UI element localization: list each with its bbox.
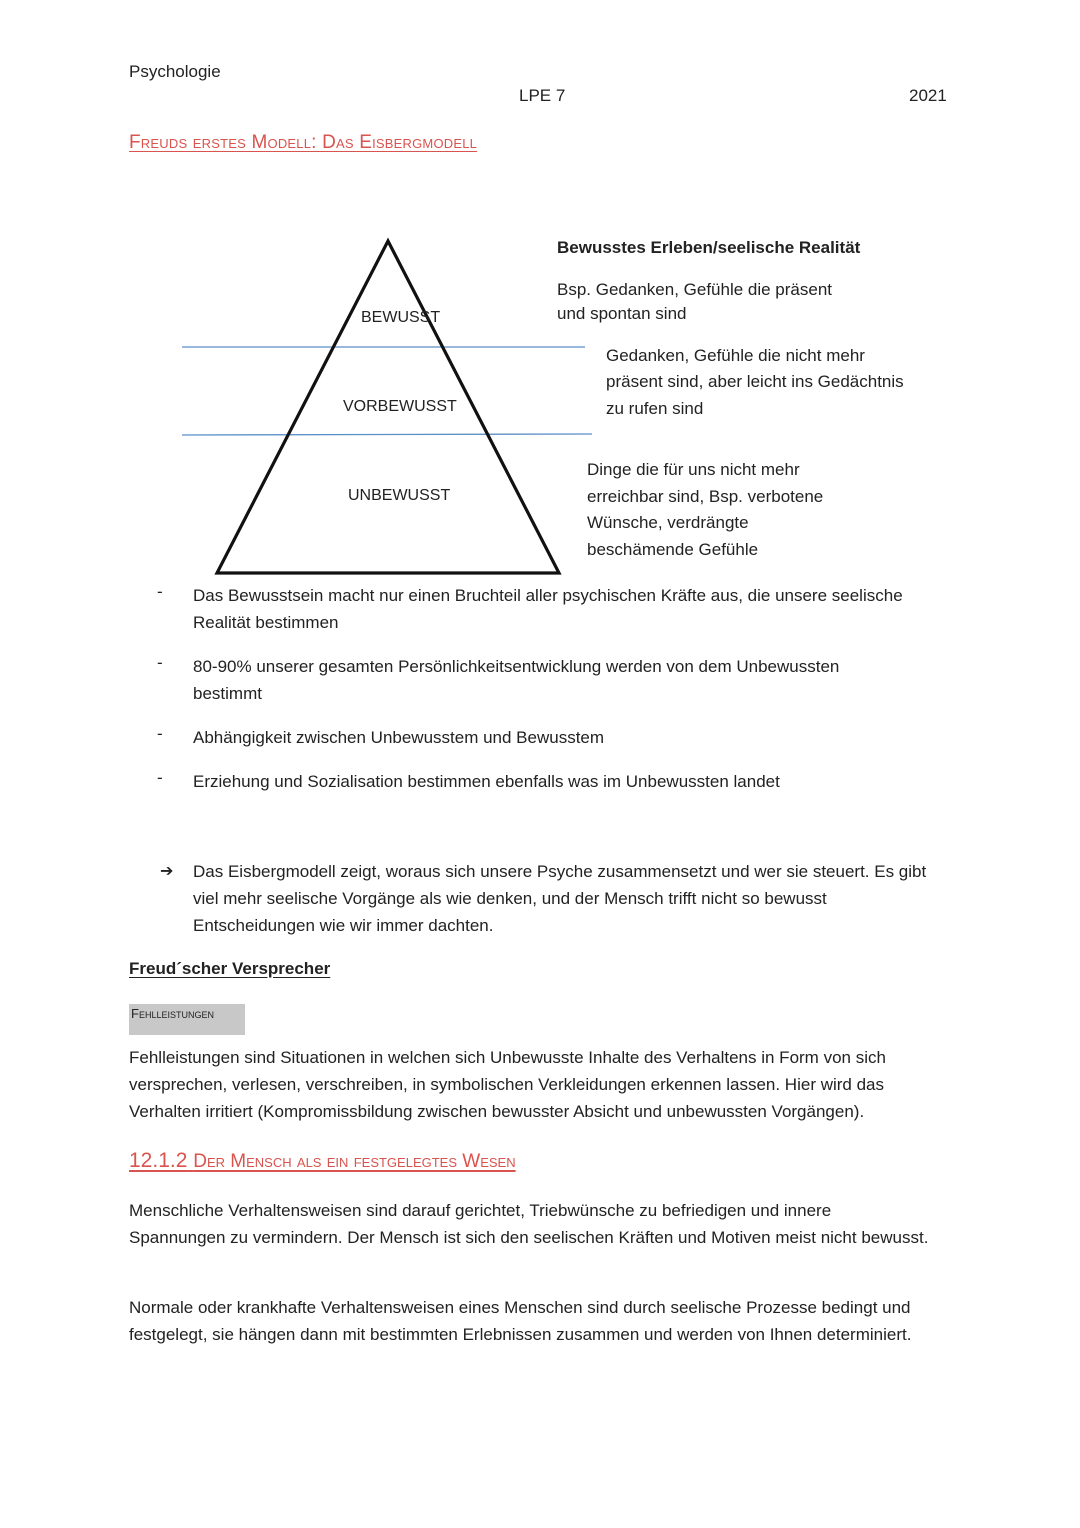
fehlleistungen-tag: Fehlleistungen <box>129 1004 245 1035</box>
section2-paragraph-2: Normale oder krankhafte Verhaltensweisen eines Menschen sind durch seelische Prozesse bedingt und festgelegt, sie hängen dann mit bestimmten Erlebnissen zusammen und werden von Ihnen determiniert. <box>129 1298 912 1344</box>
desc-unbewusst-line2: erreichbar sind, Bsp. verbotene <box>587 487 824 506</box>
bullet-dash: - <box>157 768 163 787</box>
bullet-text: 80-90% unserer gesamten Persönlichkeitsentwicklung werden von dem Unbewussten bestimmt <box>193 657 840 703</box>
section-heading-eisbergmodell: Freuds erstes Modell: Das Eisbergmodell <box>129 132 478 153</box>
desc-unbewusst-line3: Wünsche, verdrängte <box>587 513 749 532</box>
label-unbewusst: UNBEWUSST <box>348 487 451 504</box>
section-title: Der Mensch als ein festgelegtes Wesen <box>193 1151 516 1172</box>
desc-bewusst-line2: und spontan sind <box>557 304 687 323</box>
bullet-text: Das Bewusstsein macht nur einen Bruchteil aller psychischen Kräfte aus, die unsere seelische Realität bestimmen <box>193 586 903 632</box>
subject-label: Psychologie <box>129 62 221 81</box>
label-bewusst: BEWUSST <box>361 309 441 326</box>
desc-unbewusst-line4: beschämende Gefühle <box>587 540 759 559</box>
section-number: 12.1.2 <box>129 1149 188 1172</box>
desc-unbewusst-line1: Dinge die für uns nicht mehr <box>587 460 800 479</box>
bullet-dash: - <box>157 653 163 672</box>
desc-bewusst-line1: Bsp. Gedanken, Gefühle die präsent <box>557 280 833 299</box>
bullet-dash: - <box>157 724 163 743</box>
conclusion-text: Das Eisbergmodell zeigt, woraus sich unsere Psyche zusammensetzt und wer sie steuert. Es gibt viel mehr seelische Vorgänge als wie denken, und der Mensch trifft nicht so bewusst Entscheidungen wie wir immer dachten. <box>193 862 927 935</box>
desc-vorbewusst-line1: Gedanken, Gefühle die nicht mehr <box>606 346 865 365</box>
year-label: 2021 <box>909 86 947 105</box>
label-vorbewusst: VORBEWUSST <box>343 398 457 415</box>
fehlleistungen-text: Fehlleistungen sind Situationen in welchen sich Unbewusste Inhalte des Verhaltens in Form von sich versprechen, verlesen, verschreiben, in symbolischen Verkleidungen erkennen lassen. Hier wird das Verhalten irritiert (Kompromissbildung zwischen bewusster Absicht und unbewussten Vorgängen). <box>129 1048 886 1121</box>
section2-paragraph-1: Menschliche Verhaltensweisen sind darauf gerichtet, Triebwünsche zu befriedigen und innere Spannungen zu vermindern. Der Mensch ist sich den seelischen Kräften und Motiven meist nicht bewusst. <box>129 1201 929 1247</box>
versprecher-title: Freud´scher Versprecher <box>129 959 331 978</box>
desc-vorbewusst-line3: zu rufen sind <box>606 399 704 418</box>
bullet-dash: - <box>157 582 163 601</box>
arrow-right-icon: ➔ <box>160 863 174 880</box>
bullet-text: Abhängigkeit zwischen Unbewusstem und Bewusstem <box>193 728 605 747</box>
desc-vorbewusst-line2: präsent sind, aber leicht ins Gedächtnis <box>606 372 904 391</box>
unit-label: LPE 7 <box>519 86 566 105</box>
divider-line-lower <box>182 434 592 435</box>
bullet-text: Erziehung und Sozialisation bestimmen ebenfalls was im Unbewussten landet <box>193 772 780 791</box>
iceberg-diagram <box>0 0 1080 590</box>
section-heading-festgelegt <box>129 1149 516 1173</box>
desc-bewusst-title: Bewusstes Erleben/seelische Realität <box>557 238 861 257</box>
